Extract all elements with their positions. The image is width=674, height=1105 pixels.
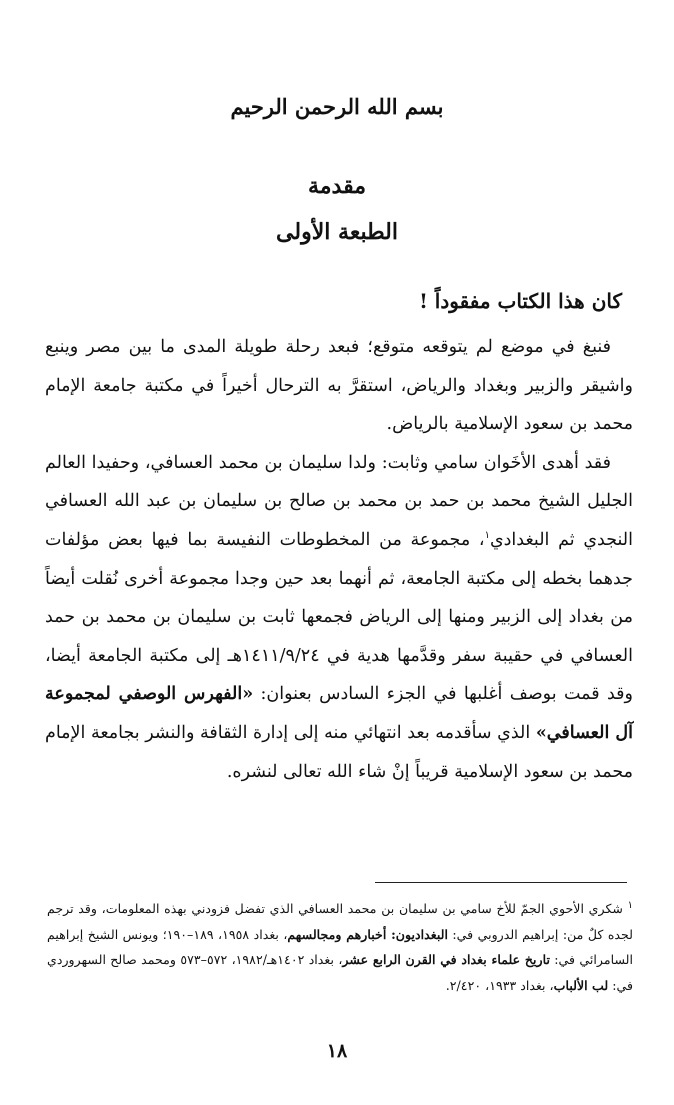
footnote-divider [375,882,627,883]
basmala: بسم الله الرحمن الرحيم [230,94,444,119]
page-subtitle: الطبعة الأولى [276,219,398,245]
catalog-title: «الفهرس الوصفي لمجموعة آل العسافي» [45,684,634,743]
paragraph-2-part-3: الذي سأقدمه بعد انتهائي منه إلى إدارة الثقافة والنشر بجامعة الإمام محمد بن سعود الإسلامية قريباً إنْ شاء الله تعالى لنشره. [45,722,633,782]
footnote-number: ١ [627,899,633,911]
page-title: مقدمة [307,173,367,199]
body-text [45,328,633,791]
paragraph-2-part-2: ، مجموعة من المخطوطات النفيسة بما فيها بعض مؤلفات جدهما بخطه إلى مكتبة الجامعة، ثم أنهما بعد حين وجدا مجموعة أخرى نُقلت أيضاً من بغداد إلى الزبير ومنها إلى الرياض فجمعها ثابت بن سليمان بن محمد بن حمد العسافي في حقيبة سفر وقدَّمها هدية في ١٤١١/٩/٢٤هـ إلى مكتبة الجامعة أيضا، وقد قمت بوصف أغلبها في الجزء السادس بعنوان: [45,529,633,705]
footnote-part-4: ، بغداد ١٩٣٣، ٢/٤٢٠. [445,977,554,993]
footnote-book-title-3: لب الألباب [553,977,609,993]
paragraph-1: فنبغ في موضع لم يتوقعه متوقع؛ فبعد رحلة طويلة المدى ما بين مصر وينبع واشيقر والزبير وبغداد والرياض، استقرَّ به الترحال أخيراً في مكتبة جامعة الإمام محمد بن سعود الإسلامية بالرياض. [45,337,633,435]
footnote [47,896,633,998]
paragraph-2 [45,444,633,791]
footnote-part-1: شكري الأحوي الجمّ للأخ سامي بن سليمان بن محمد العسافي الذي تفضل فزودني بهذه المعلومات، وقد ترجم لجده كلٌ من: إبراهيم الدروبي في: [47,901,633,942]
footnote-text [47,896,633,998]
footnote-book-title-2: تاريخ علماء بغداد في القرن الرابع عشر [342,952,550,967]
footnote-part-2: ، بغداد ١٩٥٨، ١٨٩–١٩٠؛ ويونس الشيخ إبراهيم السامرائي في: [47,926,634,967]
page-number: ١٨ [326,1040,348,1062]
paragraph-2-part-1: فقد أهدى الأخَوان سامي وثابت: ولدا سليمان بن محمد العسافي، وحفيدا العالم الجليل الشيخ محمد بن حمد بن محمد بن صالح بن سليمان بن عبد الله العسافي النجدي ثم البغدادي [45,452,633,550]
opening-line: كان هذا الكتاب مفقوداً ! [419,289,622,313]
footnote-part-3: ، بغداد ١٤٠٢هـ/١٩٨٢، ٥٧٢–٥٧٣ ومحمد صالح السهروردي في: [47,952,633,993]
footnote-book-title-1: البغداديون: أخبارهم ومجالسهم [287,926,448,942]
footnote-reference[interactable]: ١ [484,530,490,542]
